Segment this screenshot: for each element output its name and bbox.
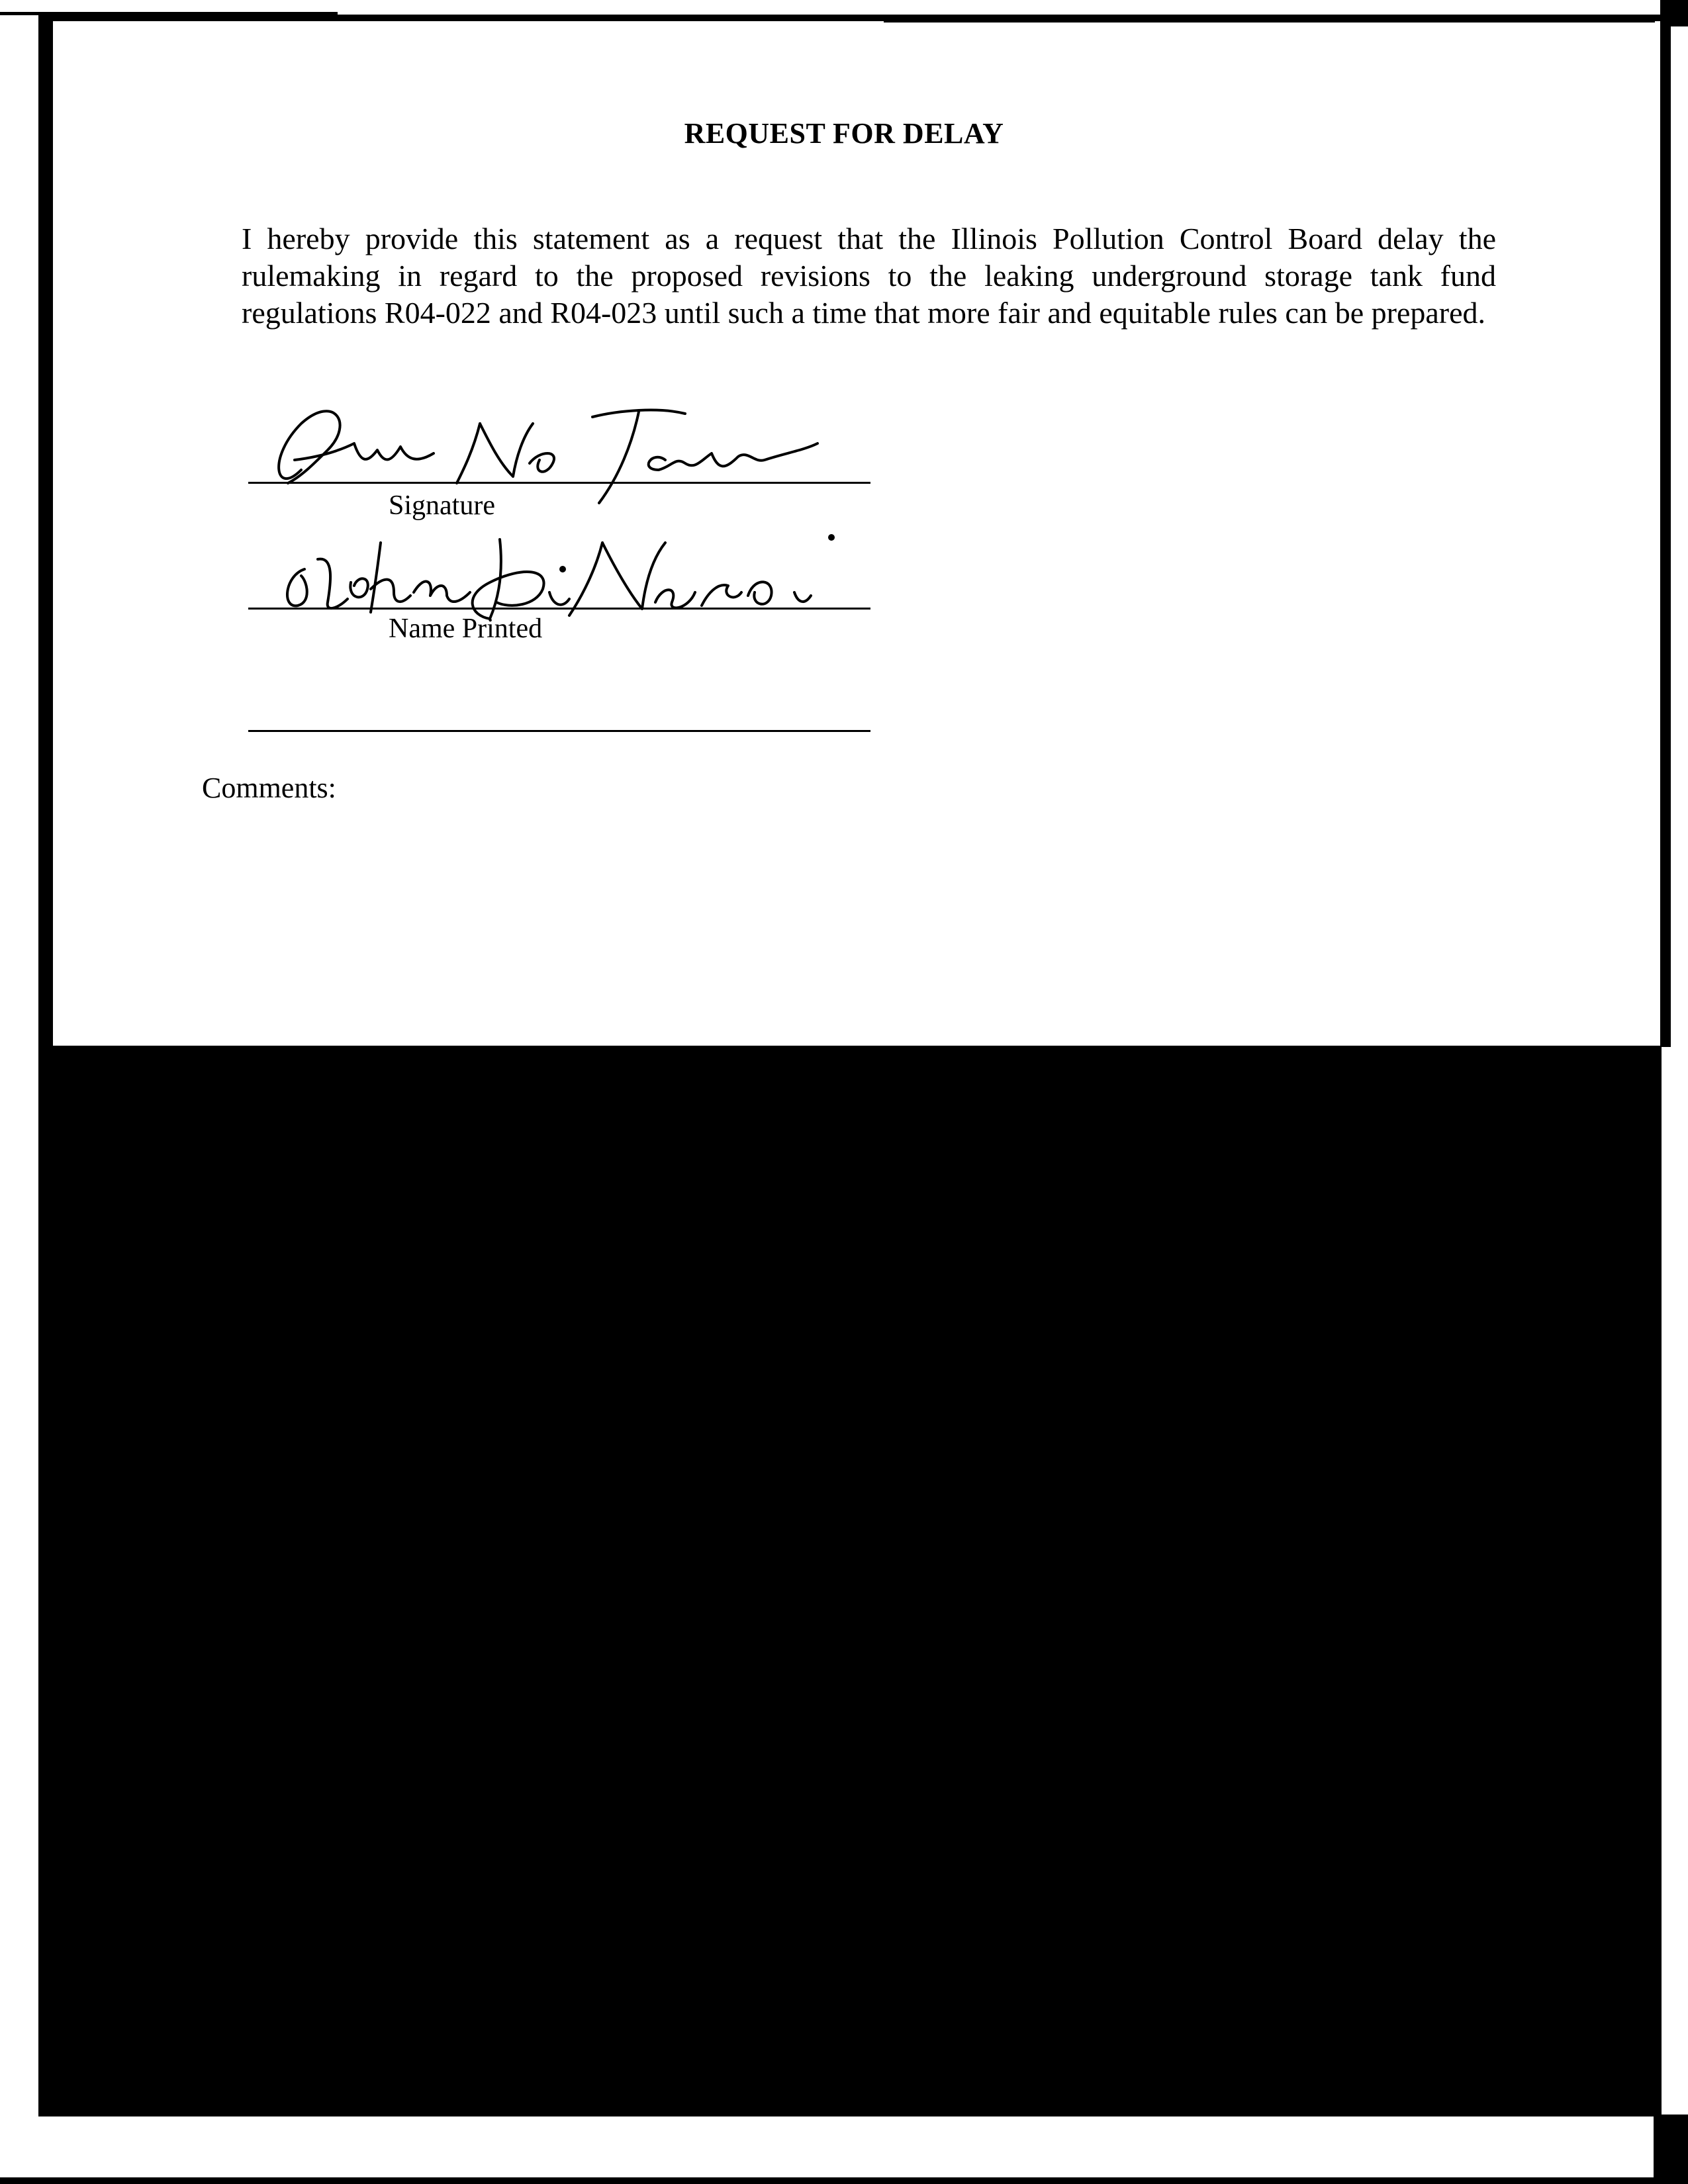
scan-left-margin: [0, 0, 7, 2184]
handwritten-printed-name: [271, 529, 847, 629]
request-statement: I hereby provide this statement as a request that the Illinois Pollution Control Board delay the rulemaking in regard to the proposed revisions to the leaking underground storage tank fund regulations R04-022 and R04-023 until such a time that more fair and equitable rules can be prepared.: [242, 222, 1496, 330]
scan-bottom-right-block: [1654, 2115, 1688, 2184]
scan-top-rule-left: [0, 12, 338, 15]
comments-label: Comments:: [202, 772, 336, 804]
document-title: REQUEST FOR DELAY: [684, 117, 1004, 150]
handwritten-signature: [261, 397, 831, 503]
blank-line: [248, 730, 870, 732]
redaction-panel-edge: [38, 1046, 53, 2116]
scan-bottom-rule: [0, 2177, 1655, 2184]
name-printed-label: Name Printed: [389, 614, 543, 644]
scan-frame-left: [38, 15, 53, 1047]
scan-right-edge: [1660, 0, 1688, 26]
name-printed-line: [248, 608, 870, 610]
signature-line: [248, 482, 870, 484]
scan-frame-right: [1660, 15, 1671, 1047]
scan-top-rule-right: [884, 15, 1655, 23]
signature-label: Signature: [389, 490, 495, 521]
blacked-out-area: [52, 1046, 1662, 2116]
